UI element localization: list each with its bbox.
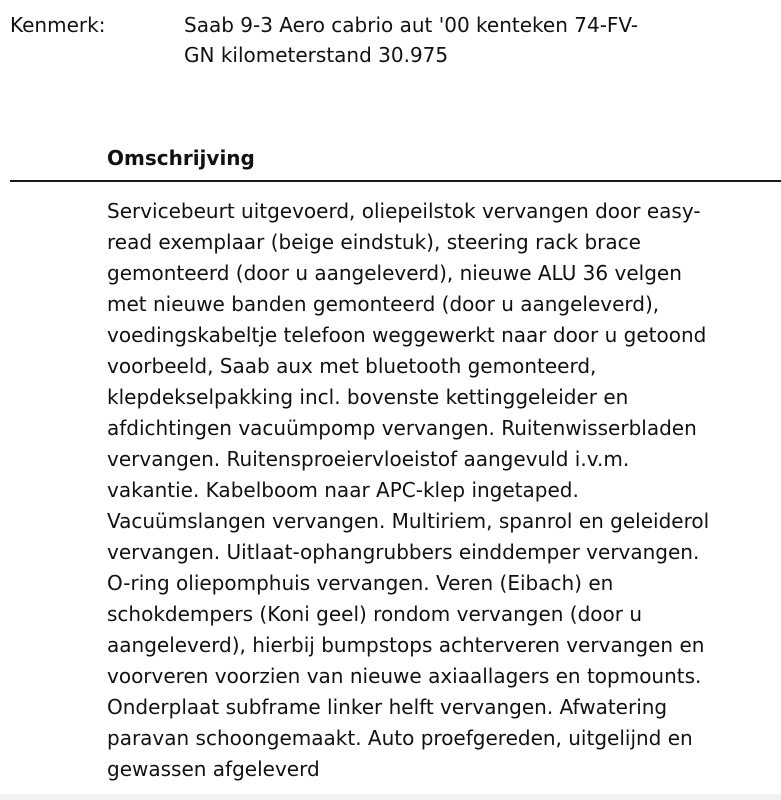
description-line: read exemplaar (beige eindstuk), steering rack brace <box>107 230 641 254</box>
kenmerk-value-line: GN kilometerstand 30.975 <box>184 43 449 67</box>
description-text <box>107 196 777 785</box>
divider <box>10 180 781 182</box>
description-line: Servicebeurt uitgevoerd, oliepeilstok vervangen door easy- <box>107 199 701 223</box>
description-line: aangeleverd), hierbij bumpstops achterveren vervangen en <box>107 633 705 657</box>
description-line: gewassen afgeleverd <box>107 757 320 781</box>
kenmerk-value <box>184 10 704 70</box>
kenmerk-value-line: Saab 9-3 Aero cabrio aut '00 kenteken 74-FV- <box>184 13 639 37</box>
description-line: schokdempers (Koni geel) rondom vervangen (door u <box>107 602 643 626</box>
description-line: voorveren voorzien van nieuwe axiaallagers en topmounts. <box>107 664 702 688</box>
description-line: Onderplaat subframe linker helft vervangen. Afwatering <box>107 695 668 719</box>
description-line: afdichtingen vacuümpomp vervangen. Ruitenwisserbladen <box>107 416 697 440</box>
description-line: voedingskabeltje telefoon weggewerkt naar door u getoond <box>107 323 707 347</box>
description-line: vervangen. Ruitensproeiervloeistof aangevuld i.v.m. <box>107 447 630 471</box>
description-line: gemonteerd (door u aangeleverd), nieuwe ALU 36 velgen <box>107 261 682 285</box>
description-line: voorbeeld, Saab aux met bluetooth gemonteerd, <box>107 354 597 378</box>
description-line: vakantie. Kabelboom naar APC-klep ingetaped. <box>107 478 579 502</box>
description-line: paravan schoongemaakt. Auto proefgereden, uitgelijnd en <box>107 726 693 750</box>
description-line: O-ring oliepomphuis vervangen. Veren (Eibach) en <box>107 571 614 595</box>
kenmerk-label: Kenmerk: <box>10 13 106 37</box>
description-line: met nieuwe banden gemonteerd (door u aangeleverd), <box>107 292 660 316</box>
description-line: Vacuümslangen vervangen. Multiriem, spanrol en geleiderol <box>107 509 710 533</box>
bottom-edge <box>0 794 781 800</box>
description-line: vervangen. Uitlaat-ophangrubbers einddemper vervangen. <box>107 540 700 564</box>
section-heading-omschrijving: Omschrijving <box>107 146 255 170</box>
description-line: klepdekselpakking incl. bovenste kettinggeleider en <box>107 385 629 409</box>
